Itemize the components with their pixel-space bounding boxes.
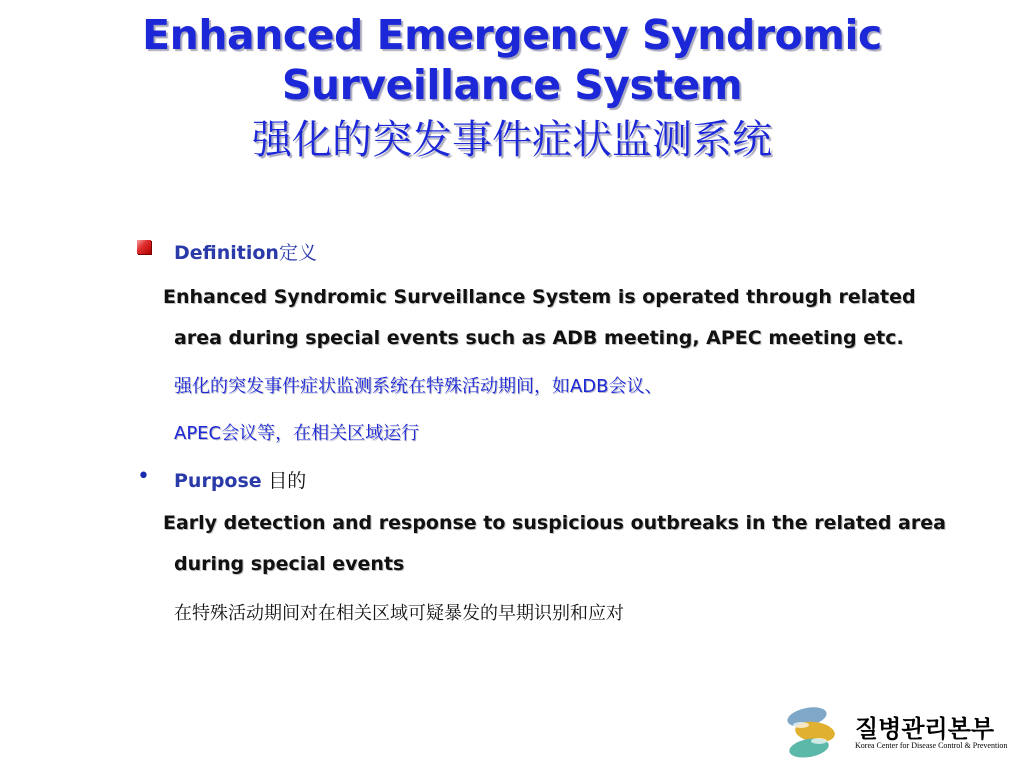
definition-heading-cn: 定义 <box>278 242 317 264</box>
kcdc-logo <box>785 703 1008 763</box>
definition-text-line2: area during special events such as ADB meeting, APEC meeting etc. <box>174 327 904 349</box>
purpose-heading-cn: 目的 <box>268 470 307 492</box>
kcdc-emblem-icon <box>785 703 847 763</box>
definition-heading-en: Definition <box>174 242 279 264</box>
logo-korean-text: 질병관리본부 <box>855 715 995 743</box>
title-english-line2: Surveillance System <box>281 61 743 109</box>
purpose-text-line2: during special events <box>174 553 405 575</box>
red-square-bullet-icon <box>137 240 151 254</box>
purpose-chinese-line1: 在特殊活动期间对在相关区域可疑暴发的早期识别和应对 <box>174 603 624 624</box>
definition-chinese-line1: 强化的突发事件症状监测系统在特殊活动期间，如ADB会议、 <box>174 376 663 397</box>
purpose-text-line1: Early detection and response to suspicious outbreaks in the related area <box>163 512 946 534</box>
definition-chinese-line2: APEC会议等，在相关区域运行 <box>174 423 420 444</box>
title-chinese: 强化的突发事件症状监测系统 <box>252 117 772 163</box>
purpose-heading <box>174 466 306 493</box>
logo-english-text: Korea Center for Disease Control & Prevention <box>855 741 1008 750</box>
dot-bullet-icon: • <box>137 464 150 489</box>
title-english-line1: Enhanced Emergency Syndromic <box>142 11 882 59</box>
definition-heading <box>174 238 317 265</box>
purpose-heading-en: Purpose <box>174 470 262 492</box>
definition-text-line1: Enhanced Syndromic Surveillance System is operated through related <box>163 286 916 308</box>
